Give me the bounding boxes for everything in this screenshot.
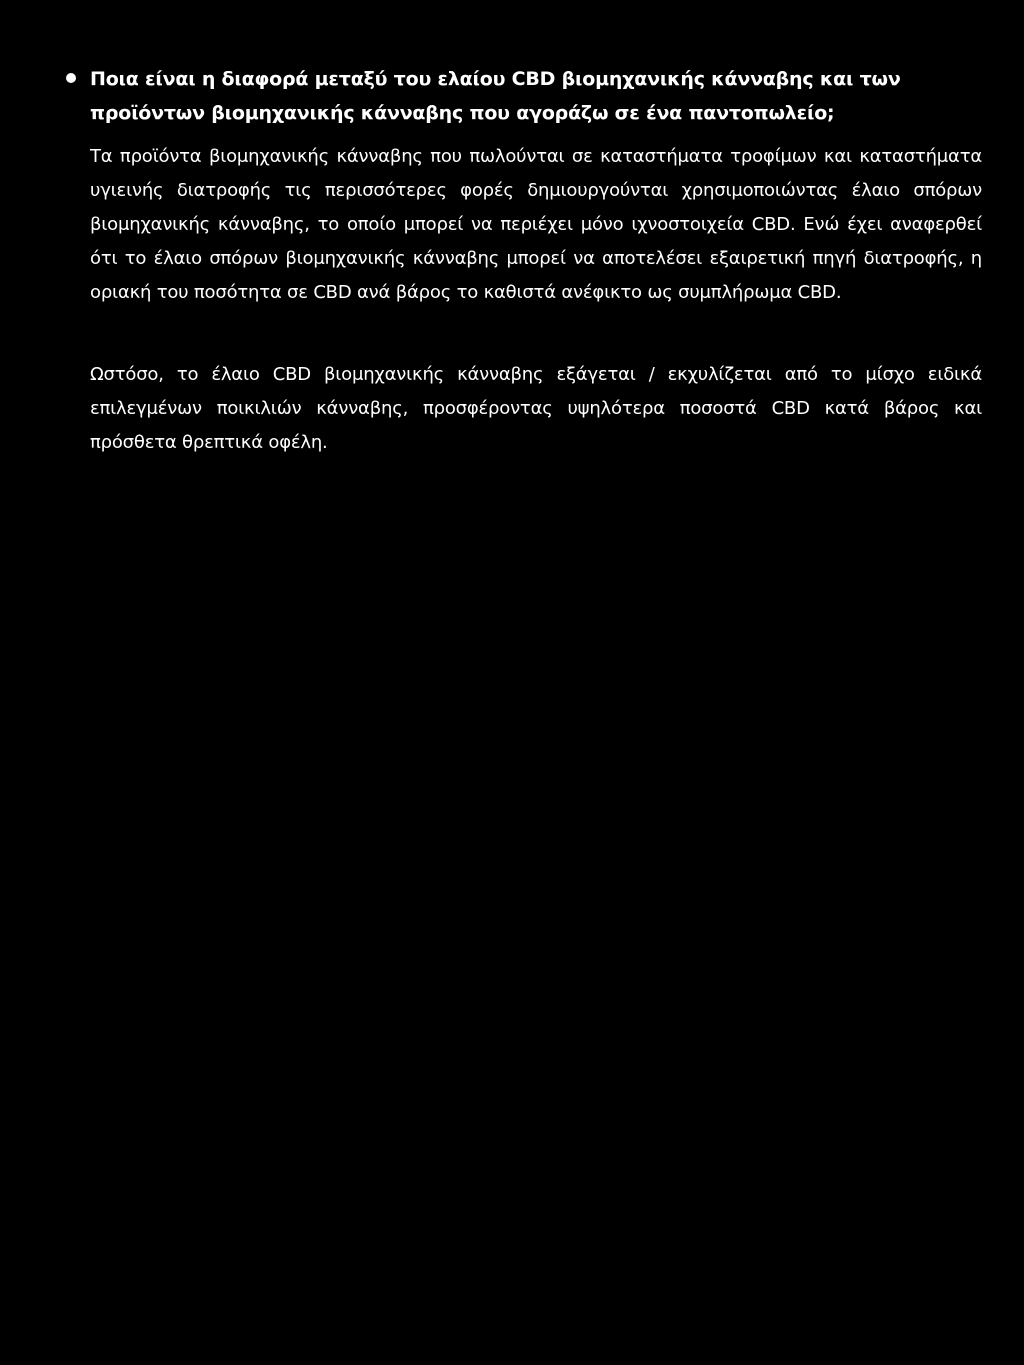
bullet-icon (66, 73, 76, 83)
answer-paragraph-2: Ωστόσο, το έλαιο CBD βιομηχανικής κάνναβης εξάγεται / εκχυλίζεται από το μίσχο ειδικά επιλεγμένων ποικιλιών κάνναβης, προσφέροντας υψηλότερα ποσοστά CBD κατά βάρος και πρόσθετα θρεπτικά οφέλη. (90, 364, 982, 453)
answer-paragraph-1: Τα προϊόντα βιομηχανικής κάνναβης που πωλούνται σε καταστήματα τροφίμων και καταστήματα υγιεινής διατροφής τις περισσότερες φορές δημιουργούνται χρησιμοποιώντας έλαιο σπόρων βιομηχανικής κάνναβης, το οποίο μπορεί να περιέχει μόνο ιχνοστοιχεία CBD. Ενώ έχει αναφερθεί ότι το έλαιο σπόρων βιομηχανικής κάνναβης μπορεί να αποτελέσει εξαιρετική πηγή διατροφής, η οριακή του ποσότητα σε CBD ανά βάρος το καθιστά ανέφικτο ως συμπλήρωμα CBD. (90, 146, 982, 303)
question-heading: Ποια είναι η διαφορά μεταξύ του ελαίου CBD βιομηχανικής κάνναβης και των προϊόντων βιομηχανικής κάνναβης που αγοράζω σε ένα παντοπωλείο; (90, 68, 901, 124)
